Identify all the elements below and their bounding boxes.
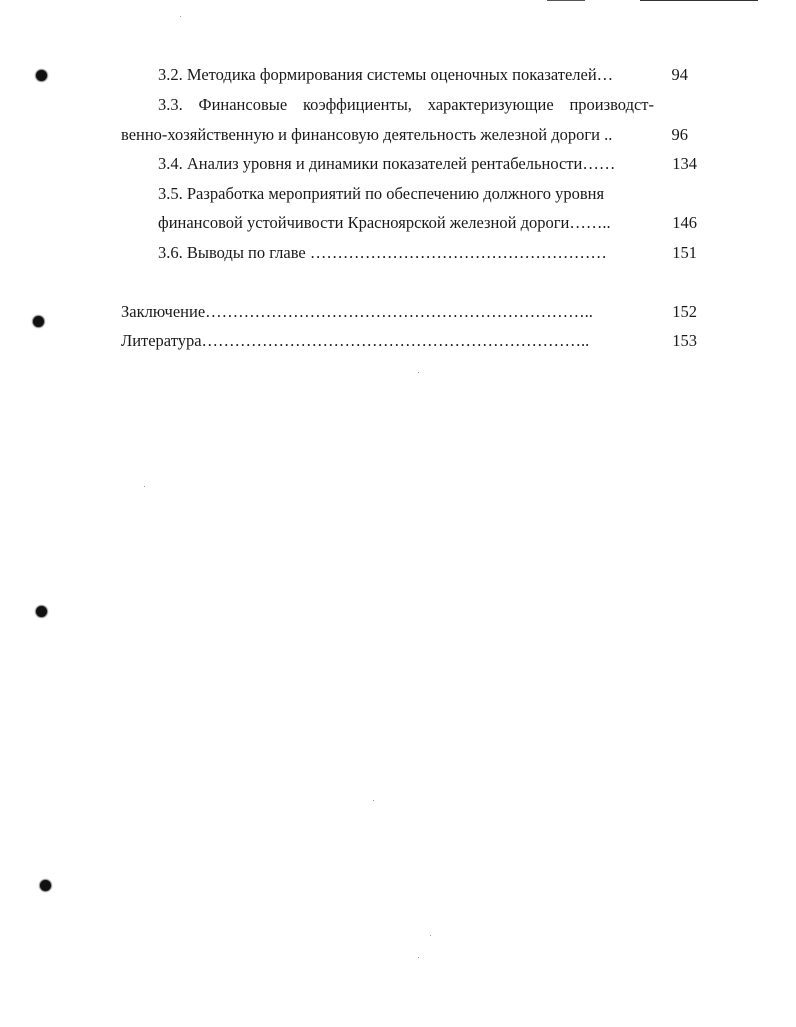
- scan-edge-line: [547, 0, 585, 1]
- toc-entry-page-number: 153: [672, 331, 697, 350]
- toc-entry-title: венно-хозяйственную и финансовую деятельность железной дороги ..: [121, 125, 613, 144]
- toc-entry-title: 3.3. Финансовые коэффициенты, характеризующие производст-: [158, 95, 654, 114]
- toc-entry-page-number: 96: [671, 125, 688, 144]
- toc-entry-title: Заключение……………………………………………………………..: [121, 302, 593, 321]
- scan-speck: [144, 486, 145, 487]
- toc-entry-page-number: 94: [671, 65, 688, 84]
- scan-speck: [430, 935, 431, 936]
- binder-hole-mark: [36, 70, 47, 81]
- scan-speck: [418, 957, 419, 958]
- scan-speck: [418, 372, 419, 373]
- binder-hole-mark: [40, 880, 51, 891]
- toc-entry-title: 3.4. Анализ уровня и динамики показателей рентабельности……: [158, 154, 616, 173]
- toc-entry-page-number: 152: [672, 302, 697, 321]
- toc-entry-title: 3.2. Методика формирования системы оценочных показателей…: [158, 65, 614, 84]
- toc-entry-title: 3.6. Выводы по главе ………………………………………………: [158, 243, 607, 262]
- scan-speck: [180, 16, 181, 17]
- toc-entry-page-number: 151: [672, 243, 697, 262]
- toc-entry-title: финансовой устойчивости Красноярской железной дороги……..: [158, 213, 611, 232]
- toc-entry-title: Литература……………………………………………………………..: [121, 331, 590, 350]
- binder-hole-mark: [36, 606, 47, 617]
- binder-hole-mark: [33, 316, 44, 327]
- scan-speck: [373, 800, 374, 801]
- toc-entry-title: 3.5. Разработка мероприятий по обеспечению должного уровня: [158, 184, 605, 203]
- toc-entry-page-number: 134: [672, 154, 697, 173]
- toc-entry-page-number: 146: [672, 213, 697, 232]
- scan-edge-line: [640, 0, 758, 1]
